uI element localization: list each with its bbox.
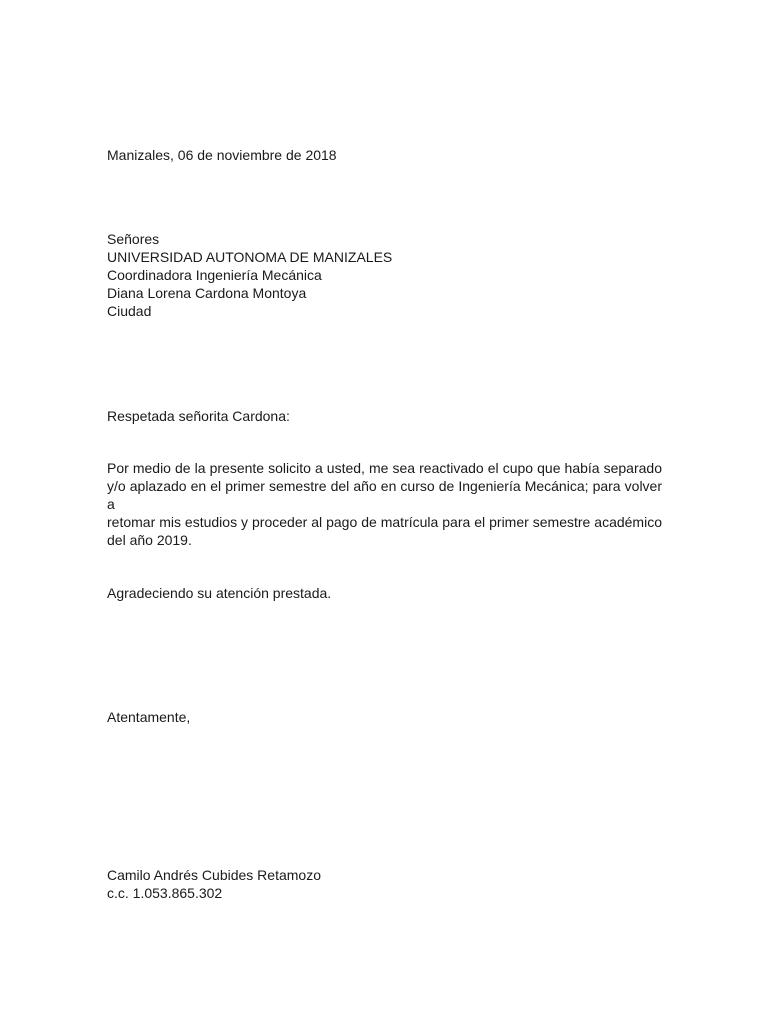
recipient-line-department: Coordinadora Ingeniería Mecánica bbox=[107, 267, 322, 283]
recipient-line-institution: UNIVERSIDAD AUTONOMA DE MANIZALES bbox=[107, 249, 393, 265]
recipient-line-name: Diana Lorena Cardona Montoya bbox=[107, 285, 307, 301]
date-text: Manizales, 06 de noviembre de 2018 bbox=[107, 147, 337, 163]
signer-name: Camilo Andrés Cubides Retamozo bbox=[107, 867, 321, 883]
closing-line bbox=[107, 708, 662, 726]
date-line bbox=[107, 146, 662, 164]
salutation-text: Respetada señorita Cardona: bbox=[107, 408, 290, 424]
thanks-line bbox=[107, 584, 662, 602]
salutation bbox=[107, 407, 662, 425]
body-line: Por medio de la presente solicito a usted, me sea reactivado el cupo que había separado bbox=[107, 460, 662, 476]
recipient-line-city: Ciudad bbox=[107, 303, 152, 319]
body-line: del año 2019. bbox=[107, 532, 192, 548]
recipient-line-salutation: Señores bbox=[107, 231, 160, 247]
body-line: y/o aplazado en el primer semestre del año en curso de Ingeniería Mecánica; para volver a bbox=[107, 478, 662, 512]
signer-id: c.c. 1.053.865.302 bbox=[107, 885, 223, 901]
closing-text: Atentamente, bbox=[107, 709, 191, 725]
body-line: retomar mis estudios y proceder al pago de matrícula para el primer semestre académico bbox=[107, 514, 662, 530]
signature-block bbox=[107, 866, 662, 902]
recipient-block bbox=[107, 230, 662, 320]
thanks-text: Agradeciendo su atención prestada. bbox=[107, 585, 332, 601]
body-paragraph bbox=[107, 459, 662, 549]
